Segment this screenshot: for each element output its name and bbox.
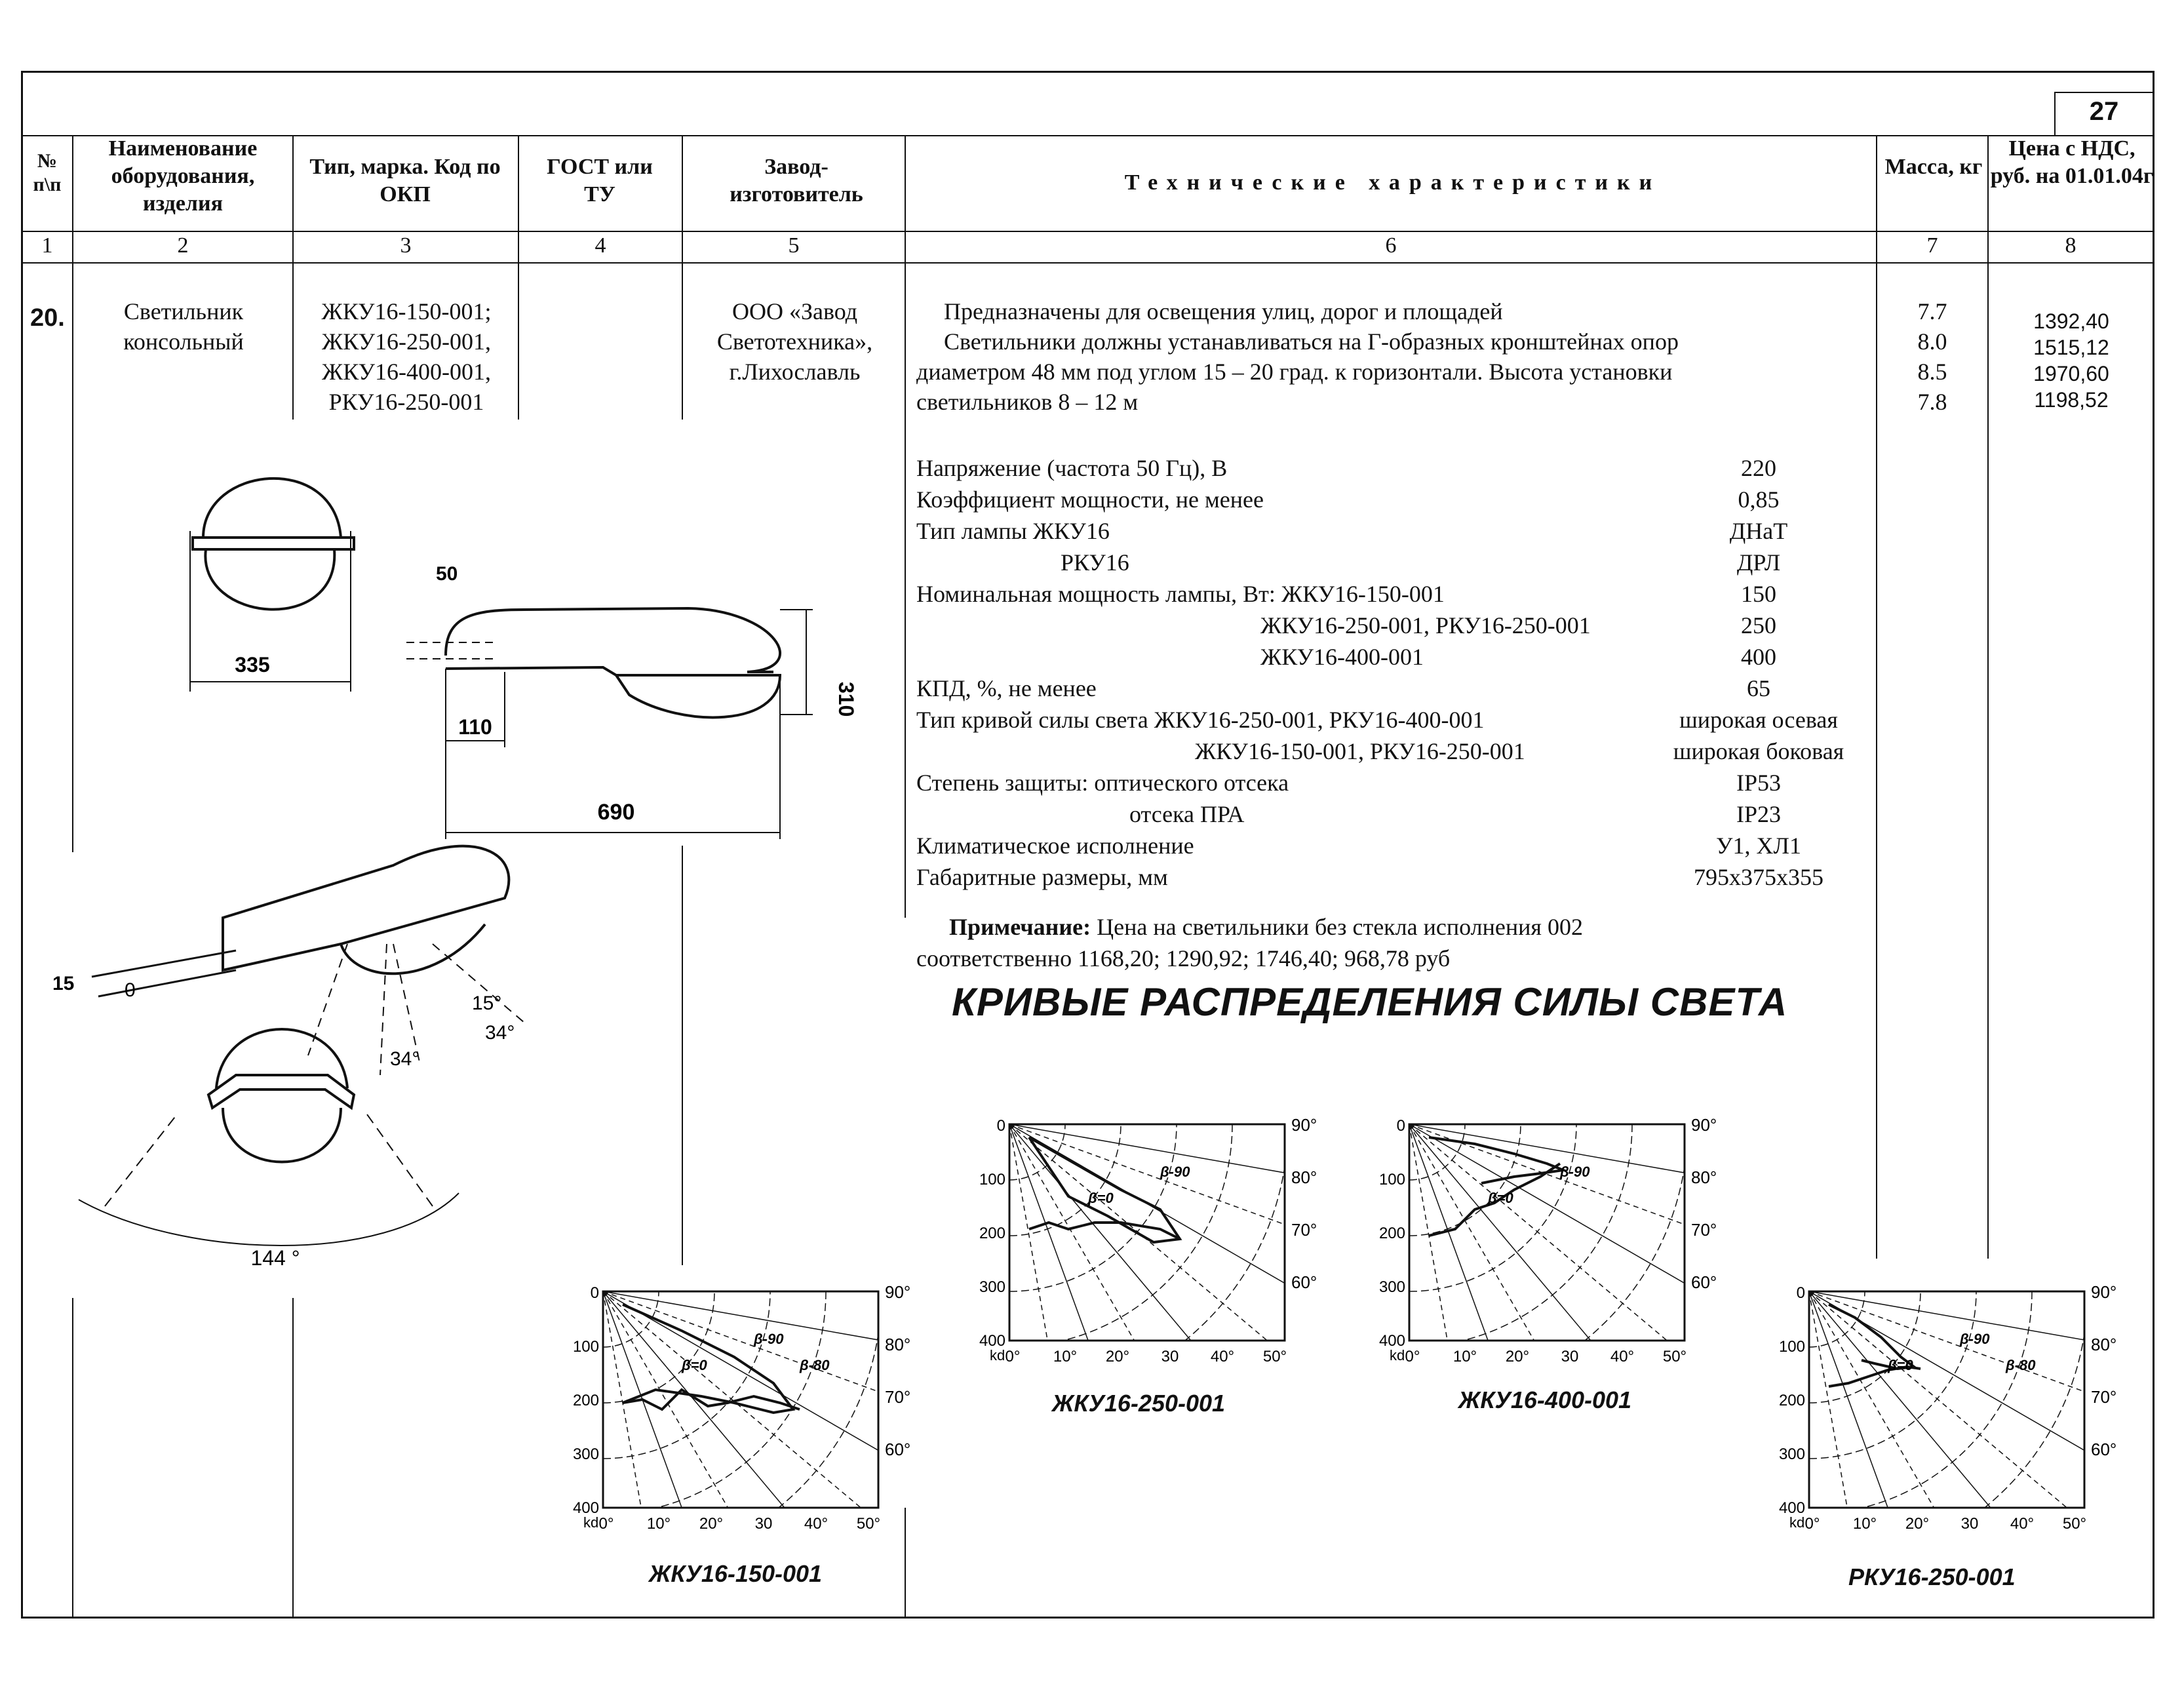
- spec-label: Тип лампы ЖКУ16: [916, 518, 1110, 544]
- spec-value: широкая осевая: [1679, 707, 1838, 733]
- colnum-7: 7: [1926, 233, 1938, 258]
- colnum-1: 1: [41, 233, 53, 258]
- polar-r-tick: 400: [1378, 1332, 1405, 1350]
- polar-caption-3: ЖКУ16-400-001: [1458, 1386, 1632, 1413]
- spec-value: 220: [1741, 455, 1776, 481]
- spec-row: [916, 641, 1873, 673]
- polar-curve-label: β-90: [1560, 1164, 1590, 1180]
- spec-row: [916, 798, 1873, 830]
- header-col4: ГОСТ или ТУ: [547, 155, 653, 206]
- spec-value: 250: [1741, 612, 1776, 638]
- polar-r-tick: 100: [979, 1171, 1005, 1188]
- spec-label: Степень защиты: оптического отсека: [916, 770, 1289, 796]
- colnum-6: 6: [1385, 233, 1397, 258]
- polar-r-tick: 400: [1778, 1499, 1805, 1517]
- polar-r-tick: 400: [979, 1332, 1005, 1350]
- spec-value: ДРЛ: [1736, 549, 1781, 576]
- polar-caption-4: РКУ16-250-001: [1848, 1563, 2016, 1590]
- row-desc-4: светильников 8 – 12 м: [916, 389, 1139, 415]
- spec-label: Напряжение (частота 50 Гц), В: [916, 455, 1228, 481]
- polar-radial-line: [1809, 1291, 2124, 1521]
- polar-chart-4-svg: [1770, 1278, 2124, 1560]
- polar-chart-3-svg: [1370, 1111, 1724, 1393]
- polar-frame: [1409, 1124, 1685, 1341]
- spec-label: отсека ПРА: [1129, 801, 1245, 827]
- polar-bottom-tick: 30: [754, 1515, 773, 1533]
- spec-label: Тип кривой силы света ЖКУ16-250-001, РКУ16-400-001: [916, 707, 1485, 733]
- polar-side-tick: 80°: [2091, 1335, 2117, 1354]
- page-box-left: [2054, 92, 2056, 136]
- polar-side-tick: 80°: [1291, 1168, 1317, 1187]
- polar-bottom-tick: 20°: [1905, 1515, 1930, 1533]
- note-label: Примечание:: [949, 914, 1091, 940]
- header-col6: Технические характеристики: [1124, 170, 1662, 195]
- polar-chart-4: [1770, 1278, 2124, 1560]
- polar-frame: [1009, 1124, 1285, 1341]
- row-desc-3: диаметром 48 мм под углом 15 – 20 град. к горизонтали. Высота установки: [916, 359, 1673, 385]
- front-view-bottom: [216, 1029, 347, 1088]
- spec-value: 400: [1741, 644, 1776, 670]
- page-box-top: [2054, 92, 2154, 93]
- row-mass-4: 7.8: [1917, 389, 1947, 415]
- header-top-line: [21, 135, 2155, 136]
- spec-value: IP53: [1736, 770, 1781, 796]
- header-col8: Цена с НДС, руб. на 01.01.04г: [1990, 136, 2154, 188]
- col-divider-3-body: [518, 262, 519, 420]
- spec-row: [916, 484, 1873, 515]
- dim-144: 144 °: [250, 1246, 300, 1270]
- polar-r-tick: 200: [1378, 1225, 1405, 1242]
- row-maker-3: г.Лихославль: [729, 359, 861, 385]
- curves-title: КРИВЫЕ РАСПРЕДЕЛЕНИЯ СИЛЫ СВЕТА: [952, 980, 1788, 1024]
- polar-r-tick: 100: [572, 1338, 599, 1356]
- header-col3: Тип, марка. Код по ОКП: [309, 155, 501, 206]
- row-description: [916, 296, 1873, 417]
- dim-690: 690: [597, 800, 635, 825]
- polar-side-tick: 90°: [1291, 1115, 1317, 1135]
- polar-bottom-tick: 10°: [1053, 1348, 1078, 1365]
- spec-label: Габаритные размеры, мм: [916, 864, 1168, 890]
- polar-r-tick: 0: [996, 1117, 1005, 1135]
- polar-bottom-tick: 50°: [1662, 1348, 1687, 1365]
- frame-left: [21, 71, 23, 1618]
- row-type-2: ЖКУ16-250-001,: [321, 328, 491, 355]
- polar-bottom-tick: 40°: [804, 1515, 829, 1533]
- polar-curve-label: β=0: [682, 1357, 707, 1373]
- row-mass-1: 7.7: [1917, 298, 1947, 324]
- polar-r-tick: 0: [1396, 1117, 1405, 1135]
- spec-value: ДНаТ: [1729, 518, 1788, 544]
- polar-radial-line: [603, 1291, 918, 1521]
- polar-bottom-tick: 20°: [1505, 1348, 1530, 1365]
- row-maker: [688, 296, 901, 387]
- polar-arc: [1009, 1124, 1288, 1393]
- row-name: [79, 296, 288, 357]
- spec-row: [916, 610, 1873, 641]
- row-type-4: РКУ16-250-001: [328, 389, 484, 415]
- polar-bottom-tick: 20°: [699, 1515, 724, 1533]
- polar-side-tick: 90°: [1691, 1115, 1717, 1135]
- row-prices: [1993, 308, 2150, 413]
- polar-r-tick: 300: [1378, 1278, 1405, 1296]
- colnum-8: 8: [2065, 233, 2077, 258]
- page-number: 27: [2089, 97, 2119, 126]
- lamp-drawings: [26, 446, 891, 1298]
- colnum-4: 4: [595, 233, 606, 258]
- polar-frame: [1809, 1291, 2084, 1508]
- row-price-1: 1392,40: [2033, 309, 2109, 333]
- polar-bottom-tick: 30: [1561, 1348, 1579, 1365]
- polar-bottom-tick: 40°: [1610, 1348, 1635, 1365]
- spec-label: ЖКУ16-400-001: [1260, 644, 1424, 670]
- polar-radial-line: [1009, 1124, 1324, 1354]
- header-col5: Завод- изготовитель: [730, 155, 863, 206]
- polar-side-tick: 60°: [885, 1440, 911, 1459]
- col-divider-6-body: [1876, 262, 1877, 1259]
- col-divider-4-body: [682, 262, 683, 420]
- polar-side-tick: 60°: [1691, 1272, 1717, 1292]
- spec-label: ЖКУ16-250-001, РКУ16-250-001: [1260, 612, 1591, 638]
- polar-bottom-tick: 40°: [2010, 1515, 2035, 1533]
- spec-label: Климатическое исполнение: [916, 833, 1194, 859]
- spec-row: [916, 704, 1873, 736]
- spec-label: КПД, %, не менее: [916, 675, 1097, 701]
- note-text-1: Цена на светильники без стекла исполнения 002: [1097, 914, 1583, 940]
- perspective-view: [223, 846, 509, 970]
- polar-r-tick: 200: [572, 1392, 599, 1409]
- spec-row: [916, 547, 1873, 578]
- side-view: [446, 608, 780, 672]
- dim-0: 0: [125, 979, 136, 1001]
- polar-r-tick: 200: [979, 1225, 1005, 1242]
- spec-label: Номинальная мощность лампы, Вт: ЖКУ16-150-001: [916, 581, 1445, 607]
- header-bottom-line: [21, 231, 2155, 232]
- polar-side-tick: 70°: [2091, 1387, 2117, 1407]
- spec-value: широкая боковая: [1673, 738, 1844, 764]
- polar-bottom-tick: 30: [1960, 1515, 1979, 1533]
- note-line-1: [916, 911, 1873, 943]
- colnum-2: 2: [177, 233, 189, 258]
- spec-value: 0,85: [1738, 486, 1780, 513]
- row-desc-1: Предназначены для освещения улиц, дорог и площадей: [944, 298, 1503, 324]
- header-col1: № п\п: [33, 150, 62, 195]
- header-col7: Масса, кг: [1884, 155, 1983, 179]
- polar-r-tick: 300: [1778, 1445, 1805, 1463]
- spec-row: [916, 861, 1873, 893]
- frame-top: [21, 71, 2155, 73]
- polar-bottom-tick: 50°: [856, 1515, 881, 1533]
- dim-15deg: 15°: [472, 992, 502, 1014]
- polar-side-tick: 90°: [885, 1282, 911, 1302]
- row-desc-2: Светильники должны устанавливаться на Г-образных кронштейнах опор: [944, 328, 1679, 355]
- polar-caption-2: ЖКУ16-250-001: [1052, 1390, 1226, 1417]
- polar-radial-line: [1409, 1124, 1489, 1393]
- polar-r-tick: 0: [1796, 1284, 1805, 1302]
- polar-chart-2: [970, 1111, 1324, 1393]
- spec-value: IP23: [1736, 801, 1781, 827]
- col-divider-2-low: [292, 1298, 294, 1618]
- col-divider-1-low: [72, 1298, 73, 1618]
- row-price-4: 1198,52: [2034, 388, 2109, 412]
- polar-unit: kd: [990, 1347, 1005, 1364]
- polar-bottom-tick: 50°: [2062, 1515, 2087, 1533]
- polar-bottom-tick: 0°: [1804, 1515, 1820, 1533]
- polar-r-tick: 100: [1378, 1171, 1405, 1188]
- curve-beta-0: [1029, 1223, 1180, 1239]
- row-price-2: 1515,12: [2033, 336, 2109, 359]
- polar-bottom-tick: 0°: [598, 1515, 614, 1533]
- row-mass-3: 8.5: [1917, 359, 1947, 385]
- dim-310: 310: [834, 682, 858, 717]
- row-index: 20.: [30, 304, 65, 332]
- polar-r-tick: 400: [572, 1499, 599, 1517]
- polar-bottom-tick: 20°: [1105, 1348, 1130, 1365]
- polar-chart-2-svg: [970, 1111, 1324, 1393]
- frame-bottom: [21, 1617, 2155, 1619]
- dim-110: 110: [458, 715, 492, 739]
- polar-unit: kd: [1390, 1347, 1405, 1364]
- polar-chart-3: [1370, 1111, 1724, 1393]
- row-name-line-1: Светильник: [123, 298, 244, 324]
- row-masses: [1879, 296, 1986, 417]
- row-maker-2: Светотехника»,: [716, 328, 873, 355]
- dim-335: 335: [235, 653, 270, 677]
- frame-right: [2153, 71, 2155, 1618]
- specs-list: [916, 452, 1873, 893]
- colnum-bottom-line: [21, 262, 2155, 264]
- polar-bottom-tick: 0°: [1005, 1348, 1021, 1365]
- header-col2: Наименование оборудования, изделия: [108, 136, 258, 216]
- spec-value: 150: [1741, 581, 1776, 607]
- spec-row: [916, 736, 1873, 767]
- col-divider-5-body: [905, 262, 906, 918]
- note-text-2: соответственно 1168,20; 1290,92; 1746,40; 968,78 руб: [916, 945, 1451, 972]
- front-view-top: [203, 479, 341, 538]
- polar-side-tick: 90°: [2091, 1282, 2117, 1302]
- dim-50: 50: [436, 563, 458, 585]
- polar-r-tick: 300: [572, 1445, 599, 1463]
- spec-label: РКУ16: [1061, 549, 1129, 576]
- polar-curve-label: β-80: [800, 1357, 830, 1373]
- spec-label: ЖКУ16-150-001, РКУ16-250-001: [1195, 738, 1525, 764]
- polar-side-tick: 80°: [1691, 1168, 1717, 1187]
- col-divider-7-body: [1987, 262, 1989, 1259]
- polar-radial-line: [603, 1291, 683, 1560]
- polar-caption-1: ЖКУ16-150-001: [649, 1560, 823, 1587]
- row-type-3: ЖКУ16-400-001,: [321, 359, 491, 385]
- polar-bottom-tick: 0°: [1405, 1348, 1420, 1365]
- polar-curve-label: β-90: [754, 1331, 784, 1347]
- polar-bottom-tick: 30: [1161, 1348, 1179, 1365]
- spec-value: 65: [1747, 675, 1770, 701]
- row-mass-2: 8.0: [1917, 328, 1947, 355]
- polar-side-tick: 60°: [1291, 1272, 1317, 1292]
- dim-34b: 34°: [485, 1022, 515, 1044]
- polar-chart-1: [564, 1278, 918, 1560]
- polar-r-tick: 200: [1778, 1392, 1805, 1409]
- spec-value: У1, ХЛ1: [1716, 833, 1801, 859]
- polar-radial-line: [1809, 1291, 1889, 1560]
- col-divider-2-body: [292, 262, 294, 420]
- polar-r-tick: 300: [979, 1278, 1005, 1296]
- polar-arc: [1809, 1291, 2088, 1560]
- row-maker-1: ООО «Завод: [731, 298, 858, 324]
- spec-row: [916, 673, 1873, 704]
- polar-side-tick: 70°: [885, 1387, 911, 1407]
- dim-15: 15: [52, 973, 75, 994]
- spec-label: Коэффициент мощности, не менее: [916, 486, 1264, 513]
- polar-bottom-tick: 10°: [1453, 1348, 1477, 1365]
- polar-bottom-tick: 10°: [1852, 1515, 1877, 1533]
- spec-row: [916, 452, 1873, 484]
- polar-curve-label: β=0: [1488, 1190, 1513, 1206]
- spec-value: 795x375x355: [1694, 864, 1823, 890]
- spec-row: [916, 830, 1873, 861]
- polar-side-tick: 70°: [1691, 1220, 1717, 1240]
- polar-unit: kd: [583, 1514, 599, 1531]
- polar-bottom-tick: 40°: [1210, 1348, 1235, 1365]
- row-price-3: 1970,60: [2033, 362, 2109, 385]
- polar-bottom-tick: 50°: [1262, 1348, 1287, 1365]
- polar-r-tick: 100: [1778, 1338, 1805, 1356]
- polar-curve-label: β=0: [1888, 1357, 1913, 1373]
- polar-curve-label: β-80: [2006, 1357, 2036, 1373]
- polar-curve-label: β=0: [1088, 1190, 1114, 1206]
- polar-chart-1-svg: [564, 1278, 918, 1560]
- spec-row: [916, 578, 1873, 610]
- polar-side-tick: 60°: [2091, 1440, 2117, 1459]
- colnum-5: 5: [788, 233, 800, 258]
- polar-curve-label: β-90: [1960, 1331, 1990, 1347]
- note: [916, 911, 1873, 974]
- row-types: [302, 296, 511, 417]
- polar-radial-line: [1409, 1124, 1724, 1354]
- colnum-3: 3: [400, 233, 412, 258]
- dim-34a: 34°: [390, 1048, 420, 1070]
- polar-unit: kd: [1789, 1514, 1805, 1531]
- row-name-line-2: консольный: [123, 328, 244, 355]
- polar-r-tick: 0: [590, 1284, 599, 1302]
- spec-row: [916, 767, 1873, 798]
- row-type-1: ЖКУ16-150-001;: [321, 298, 492, 324]
- polar-side-tick: 80°: [885, 1335, 911, 1354]
- spec-row: [916, 515, 1873, 547]
- polar-curve-label: β-90: [1160, 1164, 1190, 1180]
- polar-side-tick: 70°: [1291, 1220, 1317, 1240]
- polar-bottom-tick: 10°: [646, 1515, 671, 1533]
- polar-arc: [603, 1291, 882, 1560]
